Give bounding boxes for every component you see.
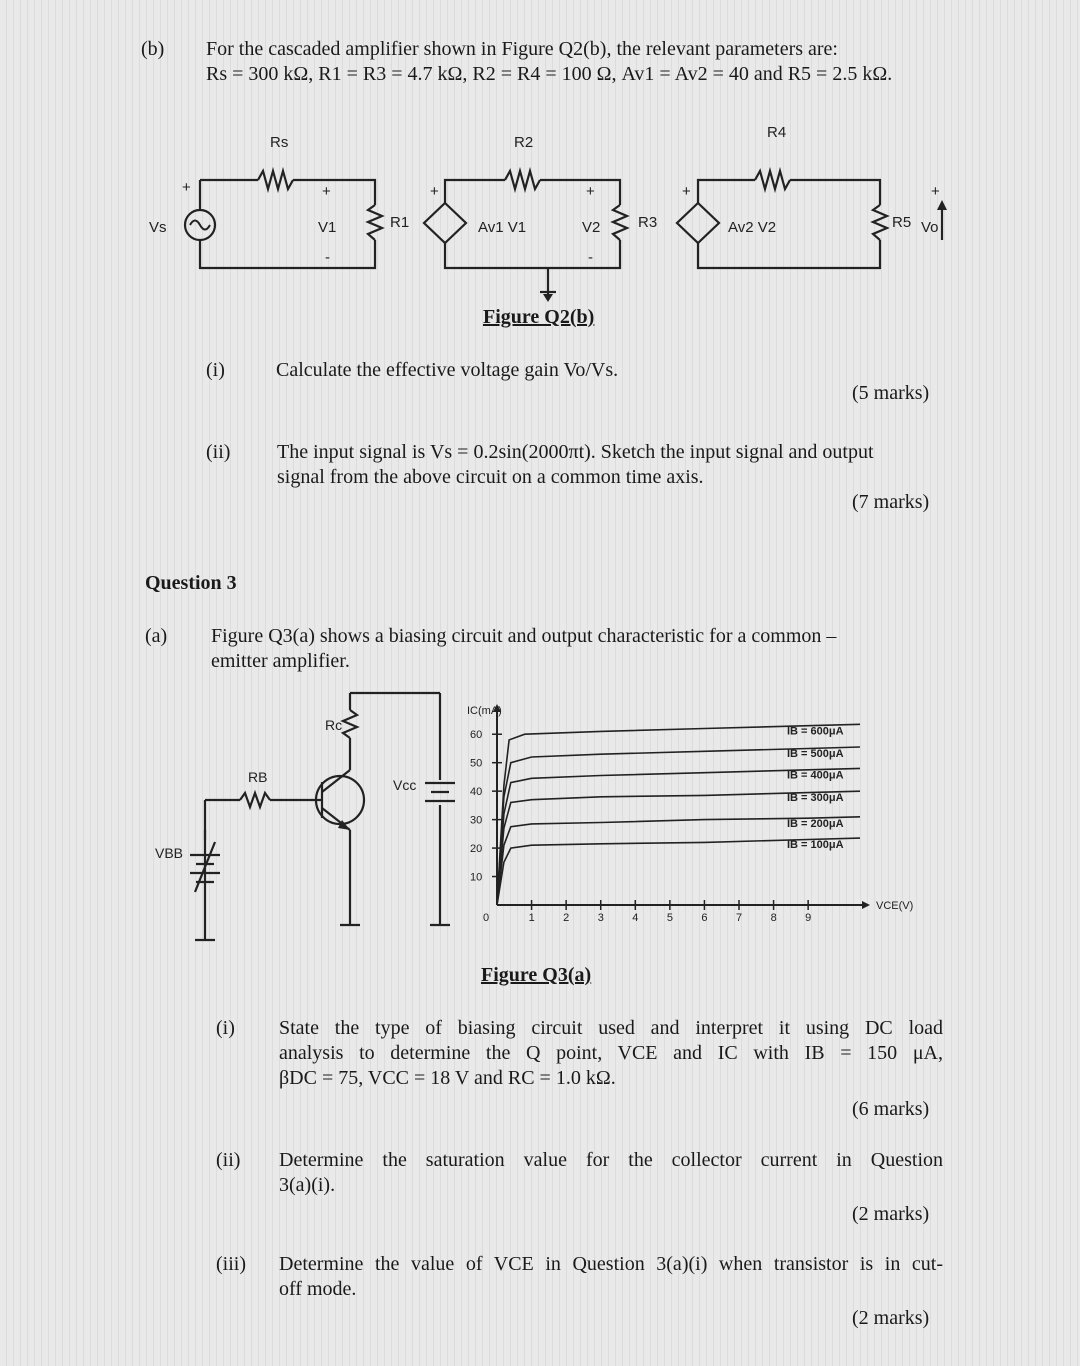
plus-sign: + — [322, 183, 331, 200]
q3a-part-ii-line1: Determine the saturation value for the collector current in Question — [279, 1149, 943, 1171]
x-tick-label: 8 — [770, 912, 777, 924]
q3a-part-iii-num: (iii) — [216, 1253, 246, 1275]
ib-curve-label: IB = 500μA — [787, 748, 844, 761]
x-tick-label: 2 — [563, 912, 570, 924]
label-r2: R2 — [514, 134, 534, 151]
x-tick-label: 3 — [597, 912, 604, 924]
q3a-part-iii-marks: (2 marks) — [852, 1307, 930, 1329]
y-tick-label: 20 — [470, 843, 483, 856]
label-src1: Av1 V1 — [478, 219, 527, 236]
plus-sign: + — [682, 183, 691, 200]
q3a-part-i-marks: (6 marks) — [852, 1098, 930, 1120]
q3a-part-i-line1: State the type of biasing circuit used and interpret it using DC load — [279, 1017, 943, 1039]
q2b-intro-line1: For the cascaded amplifier shown in Figure Q2(b), the relevant parameters are: — [206, 38, 838, 60]
y-tick-label: 30 — [470, 814, 483, 827]
ib-curve-label: IB = 200μA — [787, 817, 844, 830]
q3a-part-i-line3: βDC = 75, VCC = 18 V and RC = 1.0 kΩ. — [279, 1067, 616, 1089]
ib-curve-label: IB = 100μA — [787, 839, 844, 852]
ib-curve-5 — [497, 817, 860, 905]
ib-curve-3 — [497, 768, 860, 905]
q2b-intro-line2: Rs = 300 kΩ, R1 = R3 = 4.7 kΩ, R2 = R4 = 100 Ω, Av1 = Av2 = 40 and R5 = 2.5 kΩ. — [206, 63, 893, 85]
plus-sign: + — [586, 183, 595, 200]
q3a-intro-line1: Figure Q3(a) shows a biasing circuit and output characteristic for a common – — [211, 625, 837, 647]
q3-heading: Question 3 — [145, 572, 237, 594]
q2b-part-ii-line2: signal from the above circuit on a common time axis. — [277, 466, 704, 488]
q3a-label: (a) — [145, 625, 168, 647]
label-r1: R1 — [390, 214, 410, 231]
q3a-part-ii-num: (ii) — [216, 1149, 241, 1171]
q2b-part-ii-num: (ii) — [206, 441, 231, 463]
label-src2: Av2 V2 — [728, 219, 777, 236]
q2b-part-ii-line1: The input signal is Vs = 0.2sin(2000πt). Sketch the input signal and output — [277, 441, 874, 463]
x-tick-label: 5 — [666, 912, 673, 924]
minus-sign: - — [325, 249, 330, 266]
q3a-part-i-num: (i) — [216, 1017, 235, 1039]
y-tick-label: 50 — [470, 757, 483, 770]
plus-sign: + — [931, 183, 940, 200]
label-rs: Rs — [270, 134, 289, 151]
q3a-part-ii-marks: (2 marks) — [852, 1203, 930, 1225]
label-r5: R5 — [892, 214, 912, 231]
q2b-part-i-text: Calculate the effective voltage gain Vo/Vs. — [276, 359, 619, 381]
x-axis-arrow-icon — [862, 901, 870, 909]
y-axis-label: IC(mA) — [467, 705, 502, 717]
x-axis-label: VCE(V) — [876, 900, 914, 912]
label-v2: V2 — [582, 219, 601, 236]
plus-sign: + — [430, 183, 439, 200]
q3a-part-i-line2: analysis to determine the Q point, VCE and IC with IB = 150 μA, — [279, 1042, 943, 1064]
label-rb: RB — [248, 769, 268, 785]
label-vo: Vo — [921, 219, 939, 236]
label-r3: R3 — [638, 214, 658, 231]
x-tick-label: 0 — [483, 912, 490, 924]
x-tick-label: 4 — [632, 912, 639, 924]
ib-curve-label: IB = 400μA — [787, 769, 844, 782]
x-tick-label: 1 — [528, 912, 535, 924]
label-vs: Vs — [149, 219, 167, 236]
q3a-intro-line2: emitter amplifier. — [211, 650, 350, 672]
label-vbb: VBB — [155, 845, 184, 861]
x-tick-label: 6 — [701, 912, 708, 924]
q2b-part-ii-marks: (7 marks) — [852, 491, 930, 513]
y-tick-label: 60 — [470, 729, 483, 742]
minus-sign: - — [588, 249, 593, 266]
figure-q2b-caption: Figure Q2(b) — [483, 306, 595, 328]
q3a-part-ii-line2: 3(a)(i). — [279, 1174, 336, 1196]
plus-sign: + — [182, 179, 191, 196]
label-v1: V1 — [318, 219, 337, 236]
x-tick-label: 7 — [736, 912, 743, 924]
ib-curve-label: IB = 300μA — [787, 792, 844, 805]
y-tick-label: 40 — [470, 786, 483, 799]
figure-q3a-caption: Figure Q3(a) — [481, 964, 592, 986]
q2b-part-i-marks: (5 marks) — [852, 382, 930, 404]
label-r4: R4 — [767, 124, 787, 141]
ib-curve-label: IB = 600μA — [787, 725, 844, 738]
label-rc: Rc — [325, 717, 343, 733]
y-tick-label: 10 — [470, 871, 483, 884]
q3a-part-iii-line2: off mode. — [279, 1278, 357, 1300]
q3a-part-iii-line1: Determine the value of VCE in Question 3(a)(i) when transistor is in cut- — [279, 1253, 943, 1275]
q2b-label: (b) — [141, 38, 165, 60]
label-vcc: Vcc — [393, 777, 417, 793]
x-tick-label: 9 — [805, 912, 812, 924]
q2b-part-i-num: (i) — [206, 359, 225, 381]
